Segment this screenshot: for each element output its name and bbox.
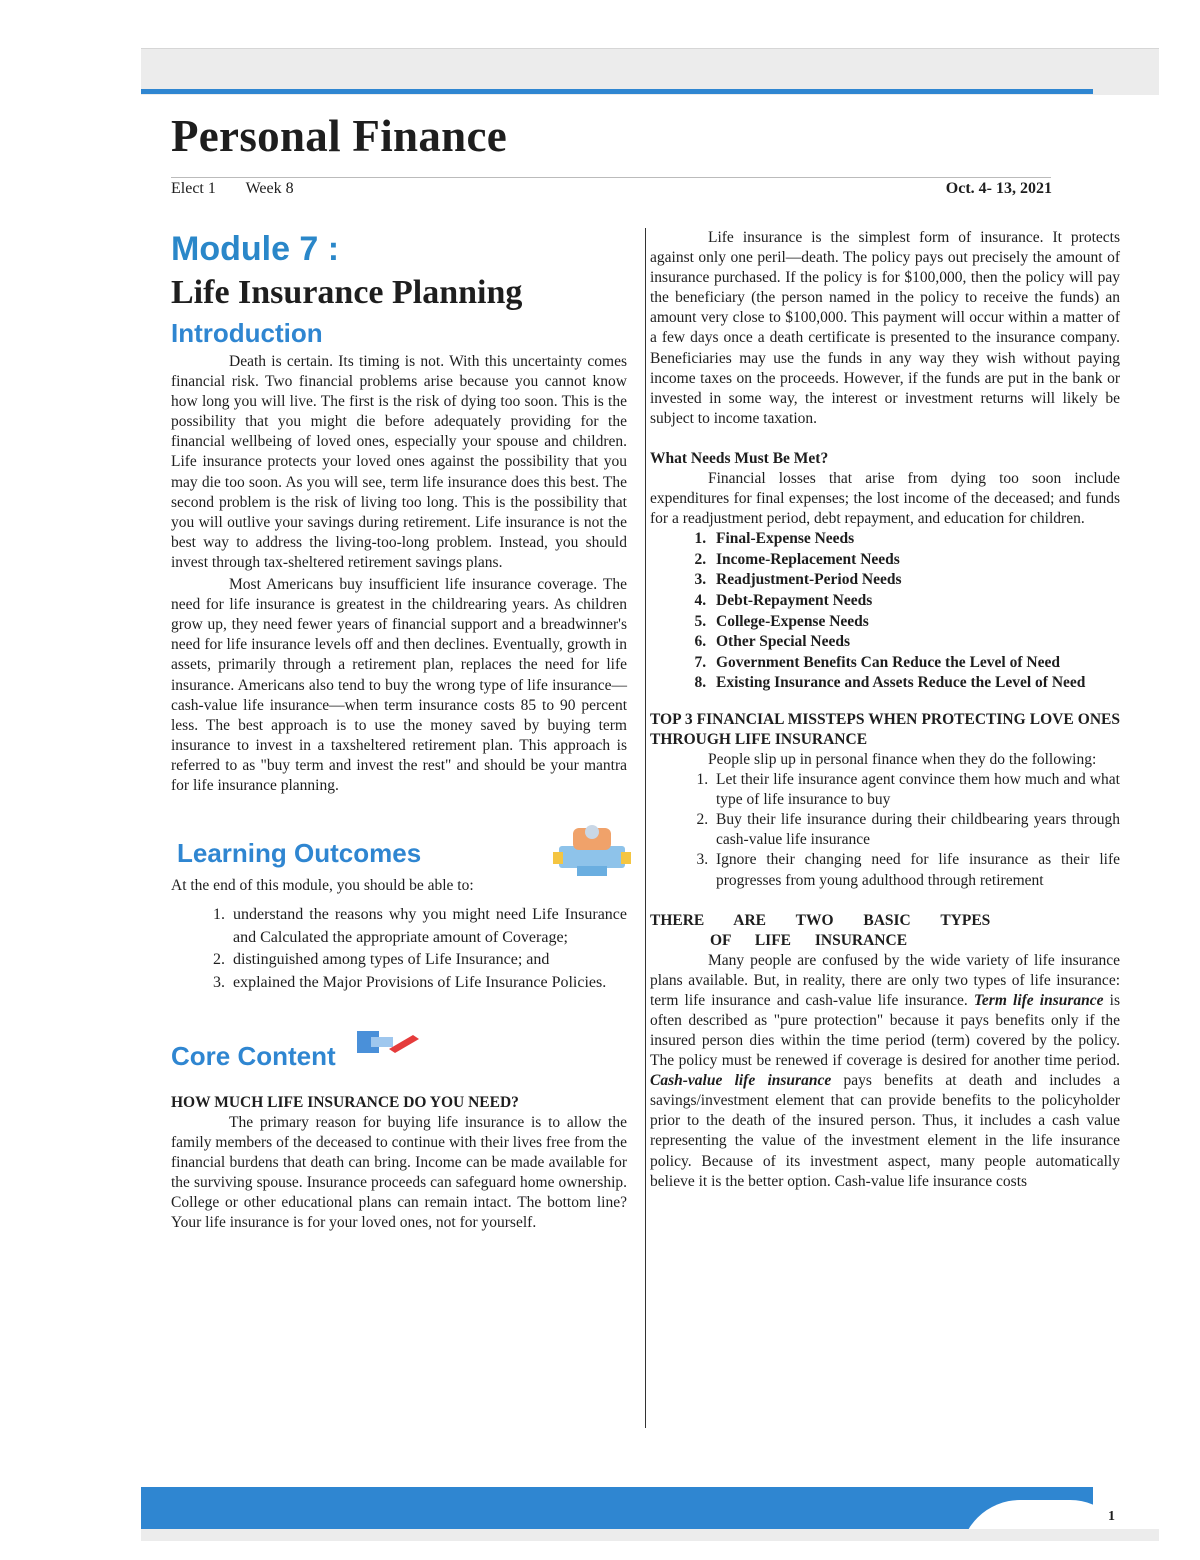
header-band <box>141 48 1159 95</box>
core-content-heading: Core Content <box>171 1040 336 1071</box>
types-text-a: Many people are confused by the wide variety of life insurance plans available. But, in reality, there are only two types of life insurance: term life insurance and cash-value life insurance. <box>650 951 1120 1009</box>
column-divider <box>645 228 646 1428</box>
list-item: 3. Readjustment-Period Needs <box>710 570 1120 591</box>
core-content-subheading: HOW MUCH LIFE INSURANCE DO YOU NEED? <box>171 1093 519 1111</box>
missteps-intro: People slip up in personal finance when they do the following: <box>708 750 1097 768</box>
cash-value-term: Cash-value life insurance <box>650 1072 832 1090</box>
list-item: 3. explained the Major Provisions of Life Insurance Policies. <box>229 972 627 995</box>
needs-list <box>650 529 1120 694</box>
list-item: 3. Ignore their changing need for life insurance as their life progresses from young adulthood through retirement <box>712 850 1120 890</box>
introduction-paragraph-2: Most Americans buy insufficient life insurance coverage. The need for life insurance is greatest in the childrearing years. As children grow up, they need fewer years of financial support and a breadwinner's need for life insurance levels off and then declines. Eventually, growth in assets, primarily through a retirement plan, replaces the need for life insurance. Americans also tend to buy the wrong type of life insurance—cash-value life insurance—when term insurance costs 85 to 90 percent less. The best approach is to use the money saved by buying term insurance to invest in a taxsheltered retirement plan. This approach is referred to as "buy term and invest the rest" and should be your mantra for life insurance planning. <box>171 576 627 794</box>
course-code: Elect 1 <box>171 180 216 197</box>
missteps-list <box>650 770 1120 891</box>
date-range: Oct. 4- 13, 2021 <box>945 180 1052 197</box>
right-column <box>650 228 1120 1192</box>
module-subtitle: Life Insurance Planning <box>171 274 523 311</box>
needs-intro: Financial losses that arise from dying too soon include expenditures for final expenses; the lost income of the deceased; and funds for a readjustment period, debt repayment, and education for children. <box>650 469 1120 528</box>
list-item: 6. Other Special Needs <box>710 632 1120 653</box>
types-paragraph <box>650 951 1120 1192</box>
introduction-paragraph-1: Death is certain. Its timing is not. With this uncertainty comes financial risk. Two financial problems arise because you cannot know how long you will live. The first is the risk of dying too soon. This is the possibility that you might die before adequately providing for the financial wellbeing of loved ones, especially your spouse and children. Life insurance protects your loved ones against the possibility that you may die too soon. As you will see, term life insurance does this best. The second problem is the risk of living too long. This is the possibility that you will outlive your savings during retirement. Life insurance is not the best way to address the living-too-long problem. Instead, you should invest through tax-sheltered retirement savings plans. <box>171 353 627 571</box>
footer-band <box>141 1487 1093 1529</box>
footer-grey-band <box>141 1529 1159 1541</box>
types-text-c: pays benefits at death and includes a savings/investment element that can provide benefits to the policyholder prior to the death of the insured person. Thus, it includes a cash value representing the value of the investment element in the life insurance policy. Because of its investment aspect, many people automatically believe it is the better option. Cash-value life insurance costs <box>650 1072 1120 1190</box>
types-heading-line-2: OF LIFE INSURANCE <box>710 931 908 949</box>
learning-outcomes-intro: At the end of this module, you should be able to: <box>171 877 474 895</box>
list-item: 2. Income-Replacement Needs <box>710 550 1120 571</box>
learning-outcomes-heading: Learning Outcomes <box>177 838 422 869</box>
week-label: Week 8 <box>245 180 294 197</box>
left-column <box>171 228 627 1233</box>
students-icon <box>553 822 631 880</box>
core-content-paragraph-1: The primary reason for buying life insurance is to allow the family members of the deceased to continue with their lives free from the financial burdens that death can bring. Income can be made available for the surviving spouse. Insurance proceeds can safeguard home ownership. College or other educational plans can remain intact. The bottom line? Your life insurance is for your loved ones, not for yourself. <box>171 1113 627 1231</box>
core-content-header <box>171 1033 627 1077</box>
term-life-term: Term life insurance <box>973 991 1104 1009</box>
list-item: 5. College-Expense Needs <box>710 612 1120 633</box>
types-text-b: is often described as "pure protection" because it pays benefits only if the insured person dies within the time period (term) covered by the policy. The policy must be renewed if coverage is desired for another time period. <box>650 991 1120 1070</box>
list-item: 1. understand the reasons why you might need Life Insurance and Calculated the appropriate amount of Coverage; <box>229 904 627 949</box>
core-content-paragraph-2: Life insurance is the simplest form of insurance. It protects against only one peril—death. The policy pays out precisely the amount of insurance purchased. If the policy is for $100,000, then the policy will pay the beneficiary (the person named in the policy to receive the funds) an amount very close to $100,000. This payment will occur within a matter of a few days once a death certificate is presented to the insurance company. Beneficiaries may use the funds in any way they wish without paying income taxes on the proceeds. However, if the funds are put in the bank or invested in some way, the interest or investment returns will likely be subject to income taxation. <box>650 229 1120 427</box>
missteps-heading: TOP 3 FINANCIAL MISSTEPS WHEN PROTECTING LOVE ONES THROUGH LIFE INSURANCE <box>650 710 1120 748</box>
page-number: 1 <box>1108 1509 1115 1524</box>
types-heading-line-1: THERE ARE TWO BASIC TYPES <box>650 911 991 929</box>
learning-outcomes-header <box>171 830 627 876</box>
module-number: Module 7 : <box>171 230 340 268</box>
needs-heading: What Needs Must Be Met? <box>650 449 829 467</box>
header-accent-line <box>141 89 1093 94</box>
pencil-icon <box>353 1027 423 1061</box>
list-item: 2. distinguished among types of Life Insurance; and <box>229 949 627 972</box>
list-item: 4. Debt-Repayment Needs <box>710 591 1120 612</box>
list-item: 7. Government Benefits Can Reduce the Level of Need <box>710 653 1120 674</box>
list-item: 1. Let their life insurance agent convince them how much and what type of life insurance to buy <box>712 770 1120 810</box>
list-item: 2. Buy their life insurance during their childbearing years through cash-value life insurance <box>712 810 1120 850</box>
list-item: 1. Final-Expense Needs <box>710 529 1120 550</box>
learning-outcomes-list <box>171 904 627 994</box>
course-meta <box>171 180 320 198</box>
list-item: 8. Existing Insurance and Assets Reduce the Level of Need <box>710 673 1120 694</box>
document-title: Personal Finance <box>171 111 508 161</box>
title-divider <box>171 177 1051 178</box>
introduction-heading: Introduction <box>171 318 323 348</box>
